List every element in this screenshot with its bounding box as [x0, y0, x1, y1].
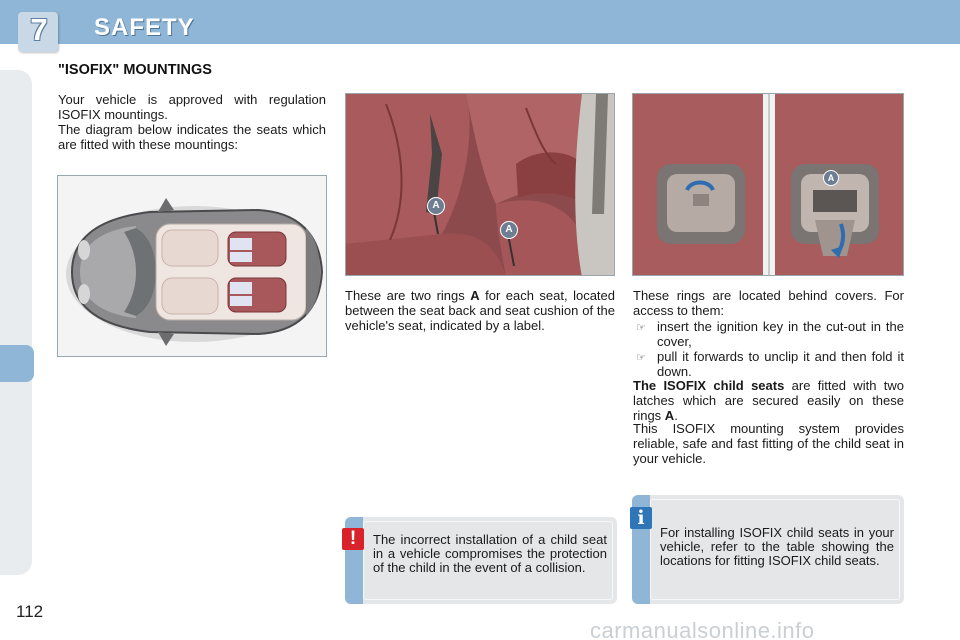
ring-cover-illustration	[633, 94, 904, 276]
rear-seat-illustration	[346, 94, 615, 276]
bullet-item-2: pull it forwards to unclip it and then fold it down.	[657, 349, 904, 379]
system-paragraph: This ISOFIX mounting system provides reliable, safe and fast fitting of the child seat in your vehicle.	[633, 421, 904, 466]
car-diagram-figure	[57, 175, 327, 357]
warning-icon: !	[342, 528, 364, 550]
car-top-view-illustration	[58, 176, 327, 357]
rings-text-start: These are two rings	[345, 288, 471, 303]
rings-paragraph	[345, 288, 615, 333]
ring-cover-figure	[632, 93, 904, 276]
child-seats-paragraph	[633, 378, 904, 423]
watermark: carmanualsonline.info	[590, 618, 815, 640]
covers-intro: These rings are located behind covers. For access to them:	[633, 288, 904, 318]
bullet-arrow-icon: ☞	[636, 352, 646, 364]
side-chapter-marker	[0, 345, 34, 382]
page-number: 112	[16, 602, 44, 621]
child-seats-ring-ref: A	[664, 408, 675, 423]
ring-label-a-1: A	[427, 197, 445, 215]
intro-paragraph-1: Your vehicle is approved with regulation ISOFIX mountings.	[58, 92, 326, 122]
ring-reference-a: A	[470, 288, 480, 303]
intro-paragraph-2: The diagram below indicates the seats which are fitted with these mountings:	[58, 122, 326, 152]
bullet-arrow-icon: ☞	[636, 322, 646, 334]
ring-label-a-3: A	[823, 170, 839, 186]
section-title: "ISOFIX" MOUNTINGS	[58, 62, 212, 78]
info-note-text: For installing ISOFIX child seats in your vehicle, refer to the table showing the locations for fitting ISOFIX child seats.	[660, 525, 894, 568]
warning-note-text: The incorrect installation of a child seat in a vehicle compromises the protection of the child in the event of a collision.	[373, 532, 607, 575]
child-seats-end: .	[674, 408, 678, 423]
ring-label-a-2: A	[500, 221, 518, 239]
page-title: SAFETY	[94, 14, 195, 41]
rear-seat-figure	[345, 93, 615, 276]
info-note	[632, 495, 904, 604]
info-icon: i	[630, 507, 652, 529]
rings-text-end: for each seat, located between the seat back and seat cushion of the vehicle's seat, indicated by a label.	[345, 288, 615, 333]
child-seats-heading: The ISOFIX child seats	[633, 378, 785, 393]
child-seats-text: are fitted with two latches which are secured easily on these rings	[633, 378, 904, 423]
bullet-item-1: insert the ignition key in the cut-out in the cover,	[657, 319, 904, 349]
chapter-number: 7	[30, 12, 48, 47]
side-band	[0, 70, 32, 575]
warning-note	[345, 517, 617, 604]
